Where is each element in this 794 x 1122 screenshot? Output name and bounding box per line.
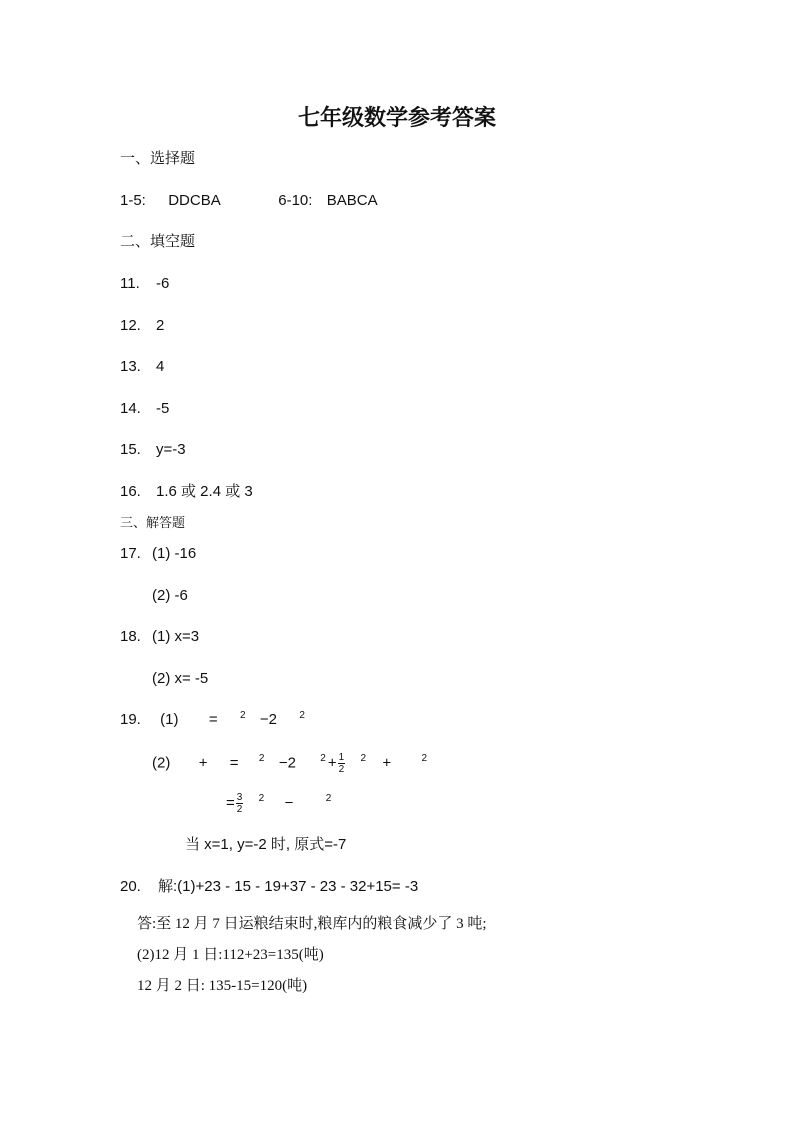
section-fill-heading: 二、填空题 <box>120 233 196 250</box>
q19-part2 <box>152 752 429 775</box>
fill-item-14 <box>120 400 169 418</box>
q20-part2-line2: 12 月 2 日: 135-15=120(吨) <box>137 978 308 994</box>
coefficient: −2 <box>259 711 277 728</box>
plus-sign: + <box>382 754 392 772</box>
minus-sign: − <box>284 794 294 812</box>
solution-text: 解:(1)+23 - 15 - 19+37 - 23 - 32+15= -3 <box>158 878 419 895</box>
exponent: 2 <box>258 793 265 805</box>
choice-answers-row <box>120 192 378 210</box>
fraction-denominator: 2 <box>338 764 345 775</box>
q18-part2: (2) x= -5 <box>152 670 209 687</box>
item-number: 13. <box>120 358 141 375</box>
q19-evaluation: 当 x=1, y=-2 时, 原式=-7 <box>185 836 347 853</box>
q19-part2-result <box>226 792 333 815</box>
q20-answer-line: 答:至 12 月 7 日运粮结束时,粮库内的粮食减少了 3 吨; <box>137 916 487 932</box>
part-answer: (1) -16 <box>152 545 197 562</box>
fraction-numerator: 3 <box>236 792 243 803</box>
item-answer: -6 <box>156 275 170 292</box>
part-answer: (1) x=3 <box>152 628 200 645</box>
fraction-numerator: 1 <box>338 752 345 763</box>
item-number: 11. <box>120 275 140 292</box>
question-number: 18. <box>120 628 141 645</box>
q18-part1 <box>120 628 199 646</box>
q20-solution-line <box>120 878 418 896</box>
exponent: 2 <box>239 710 246 721</box>
fill-item-13 <box>120 358 164 376</box>
exponent: 2 <box>360 753 367 765</box>
item-number: 12. <box>120 317 141 334</box>
plus-sign: + <box>198 754 208 772</box>
question-number: 20. <box>120 878 141 895</box>
item-answer: 4 <box>156 358 165 375</box>
fraction-one-half <box>338 752 346 775</box>
question-number: 19. <box>120 711 141 728</box>
equals-sign: = <box>208 711 218 728</box>
fill-item-16 <box>120 483 253 501</box>
q17-part1 <box>120 545 196 563</box>
choice-range-1-label: 1-5: <box>120 192 146 209</box>
exponent: 2 <box>258 753 265 765</box>
item-number: 14. <box>120 400 141 417</box>
fill-item-11 <box>120 275 169 293</box>
coefficient: −2 <box>278 754 296 772</box>
fill-item-12 <box>120 317 164 335</box>
section-choice-heading: 一、选择题 <box>120 150 196 167</box>
item-answer: 1.6 或 2.4 或 3 <box>156 483 253 500</box>
item-number: 15. <box>120 441 141 458</box>
q20-part2-line1: (2)12 月 1 日:112+23=135(吨) <box>137 947 324 963</box>
section-solve-heading: 三、解答题 <box>120 515 186 530</box>
item-number: 16. <box>120 483 141 500</box>
exponent: 2 <box>320 753 326 765</box>
part-label: (1) <box>160 711 179 728</box>
exponent: 2 <box>421 753 428 765</box>
exponent: 2 <box>299 710 305 721</box>
q17-part2: (2) -6 <box>152 587 188 604</box>
fraction-three-halves <box>236 792 244 815</box>
part-label: (2) <box>152 754 171 772</box>
fraction-denominator: 2 <box>236 804 243 815</box>
item-answer: y=-3 <box>156 441 186 458</box>
item-answer: 2 <box>156 317 165 334</box>
item-answer: -5 <box>156 400 170 417</box>
page-title: 七年级数学参考答案 <box>297 105 496 130</box>
choice-range-1-value: DDCBA <box>168 192 220 209</box>
equals-sign: = <box>229 754 239 772</box>
equals-sign: = <box>226 794 235 812</box>
q19-part1 <box>120 711 307 731</box>
choice-range-2-label: 6-10: <box>278 192 313 209</box>
plus-sign: + <box>327 754 337 772</box>
choice-range-2-value: BABCA <box>326 192 378 209</box>
exponent: 2 <box>325 793 332 805</box>
question-number: 17. <box>120 545 141 562</box>
fill-item-15 <box>120 441 186 459</box>
